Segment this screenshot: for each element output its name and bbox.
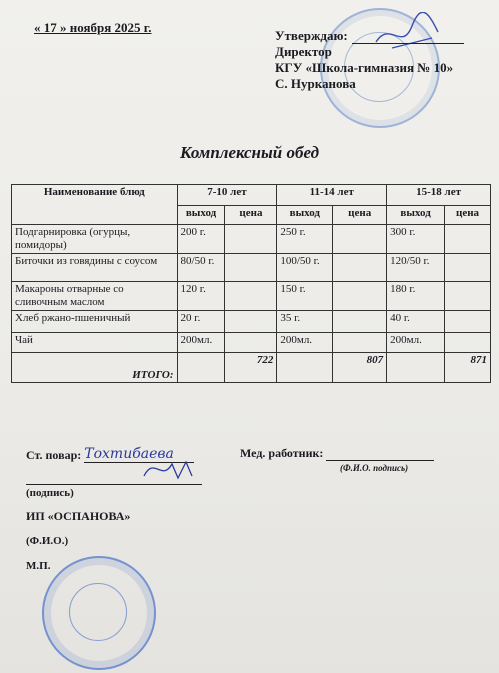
subheader-price: цена: [445, 206, 491, 225]
header-age-1: 7-10 лет: [177, 185, 277, 206]
table-row: [12, 282, 491, 311]
total-7-10: 722: [225, 353, 277, 383]
header-age-2: 11-14 лет: [277, 185, 387, 206]
total-row: [12, 353, 491, 383]
output-cell: 200мл.: [387, 333, 445, 353]
fio-hint: (Ф.И.О. подпись): [340, 463, 409, 473]
output-cell: 250 г.: [277, 225, 333, 254]
output-cell: 120/50 г.: [387, 254, 445, 282]
total-15-18: 871: [445, 353, 491, 383]
output-cell: 150 г.: [277, 282, 333, 311]
output-cell: 120 г.: [177, 282, 225, 311]
dish-name: Подгарнировка (огурцы, помидоры): [12, 225, 178, 254]
chef-label: Ст. повар:: [26, 448, 82, 462]
subheader-price: цена: [333, 206, 387, 225]
dish-name: Макароны отварные со сливочным маслом: [12, 282, 178, 311]
fio-label: (Ф.И.О.): [26, 535, 69, 547]
chef-sign-mark: [140, 454, 210, 484]
output-cell: 40 г.: [387, 311, 445, 333]
page-title: Комплексный обед: [179, 143, 320, 162]
medic-label: Мед. работник:: [240, 446, 324, 460]
total-11-14: 807: [333, 353, 387, 383]
output-cell: 300 г.: [387, 225, 445, 254]
output-cell: 200мл.: [277, 333, 333, 353]
approve-position: Директор: [275, 44, 332, 59]
approve-label: Утверждаю:: [275, 28, 348, 43]
table-row: [12, 254, 491, 282]
output-cell: 80/50 г.: [177, 254, 225, 282]
company-stamp: [42, 556, 156, 670]
subheader-price: цена: [225, 206, 277, 225]
header-dish: Наименование блюд: [12, 185, 178, 225]
table-row: [12, 225, 491, 254]
subheader-output: выход: [387, 206, 445, 225]
subheader-output: выход: [177, 206, 225, 225]
output-cell: 35 г.: [277, 311, 333, 333]
output-cell: 200мл.: [177, 333, 225, 353]
header-age-3: 15-18 лет: [387, 185, 491, 206]
dish-name: Биточки из говядины с соусом: [12, 254, 178, 282]
table-row: [12, 311, 491, 333]
approve-organization: КГУ «Школа-гимназия № 10»: [275, 60, 454, 75]
mp-label: М.П.: [26, 560, 51, 572]
dish-name: Чай: [12, 333, 178, 353]
sign-hint: (подпись): [26, 487, 74, 499]
output-cell: 200 г.: [177, 225, 225, 254]
chef-signature: Тохтибаева: [84, 446, 194, 463]
approve-name: С. Нурканова: [275, 76, 356, 91]
subheader-output: выход: [277, 206, 333, 225]
output-cell: 180 г.: [387, 282, 445, 311]
total-label: ИТОГО:: [12, 353, 178, 383]
approval-block: [275, 28, 464, 92]
table-row: [12, 333, 491, 353]
dish-name: Хлеб ржано-пшеничный: [12, 311, 178, 333]
document-date: « 17 » ноября 2025 г.: [34, 20, 152, 35]
menu-table: [11, 184, 491, 383]
output-cell: 20 г.: [177, 311, 225, 333]
ip-name: ИП «ОСПАНОВА»: [26, 509, 131, 523]
medic-line: [240, 446, 434, 461]
output-cell: 100/50 г.: [277, 254, 333, 282]
